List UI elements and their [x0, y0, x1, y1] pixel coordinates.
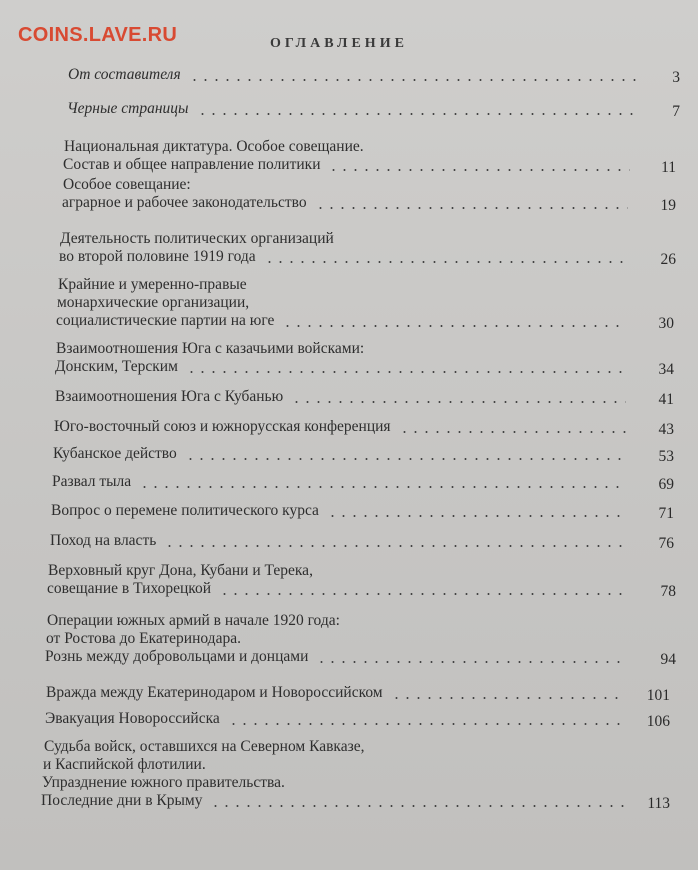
toc-entry-title-line: Состав и общее направление политики: [63, 156, 321, 173]
page-number: 43: [658, 421, 674, 438]
toc-entry-title-line: Развал тыла: [52, 473, 132, 490]
page-number: 76: [658, 535, 674, 552]
toc-entry-title-line: Юго-восточный союз и южнорусская конференция: [54, 418, 391, 435]
toc-entry-title-line: Поход на власть: [50, 532, 157, 549]
page-number: 78: [660, 583, 676, 600]
toc-entry-title-line: социалистические партии на юге: [56, 312, 275, 329]
toc-entry-title-line: Судьба войск, оставшихся на Северном Кавказе,: [44, 738, 365, 755]
dot-leader: [186, 371, 626, 373]
page-number: 3: [672, 69, 680, 86]
toc-entry-title-line: Взаимоотношения Юга с Кубанью: [55, 388, 284, 405]
page-number: 94: [660, 651, 676, 668]
page-number: 26: [660, 251, 676, 268]
dot-leader: [210, 805, 624, 807]
toc-entry-title-line: Национальная диктатура. Особое совещание.: [64, 138, 364, 155]
page-number: 106: [646, 713, 670, 730]
toc-entry-title-line: Упразднение южного правительства.: [42, 774, 285, 791]
dot-leader: [197, 113, 640, 115]
page-number: 7: [672, 103, 680, 120]
dot-leader: [282, 325, 626, 327]
page-title: ОГЛАВЛЕНИЕ: [270, 36, 408, 51]
dot-leader: [327, 515, 626, 517]
page-number: 113: [647, 795, 670, 812]
page-number: 34: [658, 361, 674, 378]
toc-entry-title-line: Особое совещание:: [63, 176, 191, 193]
toc-entry-title-line: Деятельность политических организаций: [60, 230, 334, 247]
toc-entry-title-line: Взаимоотношения Юга с казачьими войсками:: [56, 340, 365, 357]
page-number: 101: [646, 687, 670, 704]
toc-entry-title-line: Операции южных армий в начале 1920 года:: [47, 612, 340, 629]
toc-entry-title-line: От составителя: [68, 66, 181, 83]
dot-leader: [316, 661, 628, 663]
dot-leader: [185, 458, 626, 460]
toc-entry-title-line: Донским, Терским: [55, 358, 178, 375]
page-number: 19: [660, 197, 676, 214]
dot-leader: [189, 79, 640, 81]
dot-leader: [139, 486, 626, 488]
page-number: 71: [658, 505, 674, 522]
toc-entry-title-line: аграрное и рабочее законодательство: [62, 194, 307, 211]
toc-entry-title-line: Крайние и умеренно-правые: [58, 276, 247, 293]
toc-entry-title-line: Черные страницы: [67, 100, 189, 117]
toc-entry-title-line: совещание в Тихорецкой: [47, 580, 212, 597]
watermark: COINS.LAVE.RU: [18, 24, 178, 46]
toc-entry-title-line: Эвакуация Новороссийска: [45, 710, 220, 727]
page-number: 69: [658, 476, 674, 493]
dot-leader: [228, 723, 624, 725]
page-number: 53: [658, 448, 674, 465]
dot-leader: [399, 431, 626, 433]
dot-leader: [391, 697, 624, 699]
toc-entry-title-line: Рознь между добровольцами и донцами: [45, 648, 309, 665]
dot-leader: [315, 207, 628, 209]
page-number: 30: [658, 315, 674, 332]
dot-leader: [219, 593, 628, 595]
toc-entry-title-line: от Ростова до Екатеринодара.: [46, 630, 241, 647]
toc-entry-title-line: Последние дни в Крыму: [41, 792, 203, 809]
toc-entry-title-line: и Каспийской флотилии.: [43, 756, 206, 773]
toc-entry-title-line: во второй половине 1919 года: [59, 248, 256, 265]
dot-leader: [164, 545, 626, 547]
toc-entry-title-line: монархические организации,: [57, 294, 250, 311]
dot-leader: [328, 169, 630, 171]
toc-entry-title-line: Вражда между Екатеринодаром и Новороссийском: [46, 684, 383, 701]
dot-leader: [264, 261, 630, 263]
toc-entry-title-line: Верховный круг Дона, Кубани и Терека,: [48, 562, 313, 579]
dot-leader: [291, 401, 626, 403]
toc-entry-title-line: Кубанское действо: [53, 445, 177, 462]
page-number: 41: [658, 391, 674, 408]
toc-entry-title-line: Вопрос о перемене политического курса: [51, 502, 319, 519]
page-number: 11: [661, 159, 676, 176]
